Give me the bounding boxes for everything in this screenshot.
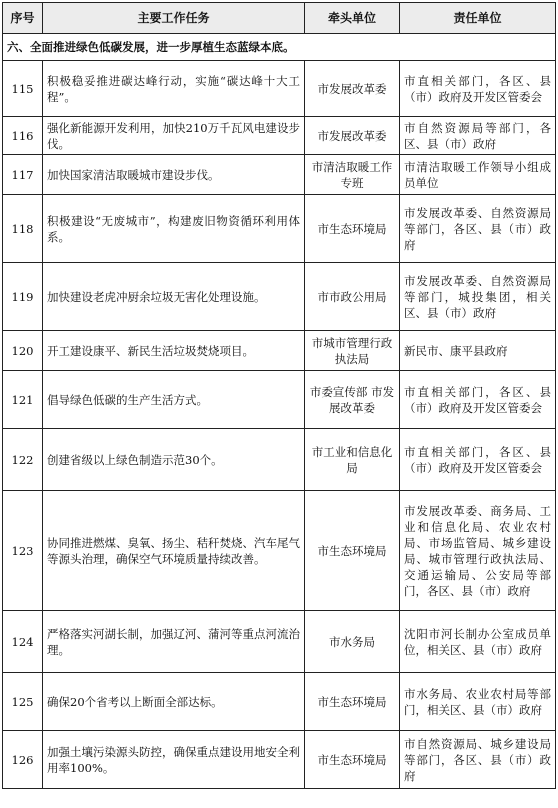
row-task: 加快建设老虎冲厨余垃圾无害化处理设施。 (43, 263, 305, 331)
row-responsible-units: 市发展改革委、商务局、工业和信息化局、农业农村局、市场监管局、城乡建设局、城市管理行政执法局、交通运输局、公安局等部门，各区、县（市）政府 (400, 491, 556, 611)
row-number: 118 (3, 195, 43, 263)
row-task: 倡导绿色低碳的生产生活方式。 (43, 371, 305, 429)
row-number: 116 (3, 117, 43, 155)
row-lead-unit: 市水务局 (305, 611, 400, 673)
table-row (3, 61, 556, 117)
row-task: 开工建设康平、新民生活垃圾焚烧项目。 (43, 331, 305, 371)
row-lead-unit: 市委宣传部 市发展改革委 (305, 371, 400, 429)
row-number: 126 (3, 731, 43, 789)
header-no: 序号 (3, 3, 43, 34)
header-lead: 牵头单位 (305, 3, 400, 34)
row-task: 协同推进燃煤、臭氧、扬尘、秸秆焚烧、汽车尾气等源头治理，确保空气环境质量持续改善。 (43, 491, 305, 611)
row-responsible-units: 市直相关部门，各区、县（市）政府及开发区管委会 (400, 61, 556, 117)
table-row (3, 673, 556, 731)
row-lead-unit: 市发展改革委 (305, 117, 400, 155)
table-row (3, 331, 556, 371)
row-task: 加快国家清洁取暖城市建设步伐。 (43, 155, 305, 195)
table-row (3, 155, 556, 195)
row-number: 121 (3, 371, 43, 429)
row-responsible-units: 新民市、康平县政府 (400, 331, 556, 371)
row-responsible-units: 市直相关部门，各区、县（市）政府及开发区管委会 (400, 371, 556, 429)
header-task: 主要工作任务 (43, 3, 305, 34)
table-row (3, 371, 556, 429)
row-lead-unit: 市生态环境局 (305, 195, 400, 263)
section-title: 六、全面推进绿色低碳发展，进一步厚植生态蓝绿本底。 (3, 34, 556, 61)
row-responsible-units: 市清洁取暖工作领导小组成员单位 (400, 155, 556, 195)
row-number: 115 (3, 61, 43, 117)
row-task: 确保20个省考以上断面全部达标。 (43, 673, 305, 731)
row-lead-unit: 市工业和信息化局 (305, 429, 400, 491)
row-lead-unit: 市市政公用局 (305, 263, 400, 331)
row-number: 120 (3, 331, 43, 371)
row-lead-unit: 市清洁取暖工作专班 (305, 155, 400, 195)
table-row (3, 263, 556, 331)
row-number: 125 (3, 673, 43, 731)
row-number: 119 (3, 263, 43, 331)
row-responsible-units: 市自然资源局、城乡建设局等部门，各区、县（市）政府 (400, 731, 556, 789)
row-lead-unit: 市生态环境局 (305, 731, 400, 789)
row-lead-unit: 市发展改革委 (305, 61, 400, 117)
row-number: 122 (3, 429, 43, 491)
row-responsible-units: 市自然资源局等部门，各区、县（市）政府 (400, 117, 556, 155)
row-responsible-units: 沈阳市河长制办公室成员单位，相关区、县（市）政府 (400, 611, 556, 673)
row-number: 124 (3, 611, 43, 673)
table-row (3, 731, 556, 789)
row-task: 严格落实河湖长制，加强辽河、蒲河等重点河流治理。 (43, 611, 305, 673)
row-task: 加强土壤污染源头防控，确保重点建设用地安全利用率100%。 (43, 731, 305, 789)
table-row (3, 429, 556, 491)
row-lead-unit: 市城市管理行政执法局 (305, 331, 400, 371)
table-row (3, 611, 556, 673)
table-row (3, 491, 556, 611)
row-lead-unit: 市生态环境局 (305, 673, 400, 731)
row-responsible-units: 市发展改革委、自然资源局等部门，各区、县（市）政府 (400, 195, 556, 263)
row-number: 123 (3, 491, 43, 611)
row-task: 创建省级以上绿色制造示范30个。 (43, 429, 305, 491)
row-responsible-units: 市直相关部门，各区、县（市）政府及开发区管委会 (400, 429, 556, 491)
table-row (3, 195, 556, 263)
row-responsible-units: 市发展改革委、自然资源局等部门，城投集团，相关区、县（市）政府 (400, 263, 556, 331)
table-row (3, 117, 556, 155)
header-resp: 责任单位 (400, 3, 556, 34)
row-task: 积极建设“无废城市”，构建废旧物资循环利用体系。 (43, 195, 305, 263)
header-row (3, 3, 556, 34)
row-task: 积极稳妥推进碳达峰行动，实施“碳达峰十大工程”。 (43, 61, 305, 117)
row-lead-unit: 市生态环境局 (305, 491, 400, 611)
row-responsible-units: 市水务局、农业农村局等部门，相关区、县（市）政府 (400, 673, 556, 731)
row-task: 强化新能源开发利用，加快210万千瓦风电建设步伐。 (43, 117, 305, 155)
task-table (2, 2, 556, 789)
row-number: 117 (3, 155, 43, 195)
section-row (3, 34, 556, 61)
